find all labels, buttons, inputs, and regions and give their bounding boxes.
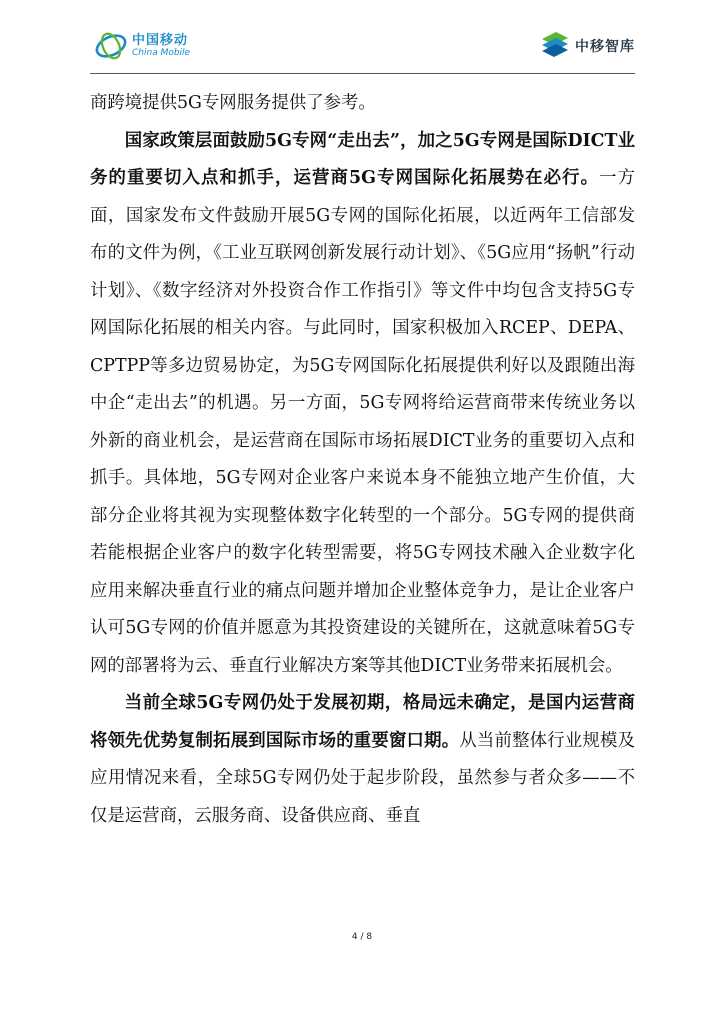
paragraph-text: 从当前整体行业规模及应用情况来看，全球5G专网仍处于起步阶段，虽然参与者众多——不仅是运营商，云服务商、设备供应商、垂直	[90, 730, 635, 826]
page-number: 4 / 8	[351, 932, 373, 942]
paragraph-text: 商跨境提供5G专网服务提供了参考。	[90, 93, 376, 113]
paragraph-lead: 国家政策层面鼓励5G专网“走出去”，加之5G专网是国际DICT业务的重要切入点和抓手，运营商5G专网国际化拓展势在必行。	[90, 130, 635, 188]
paragraph-window-period	[90, 685, 635, 835]
zhongyi-zhiku-logo-icon	[539, 29, 571, 63]
document-body	[90, 85, 635, 835]
china-mobile-logo	[94, 26, 190, 66]
page-header	[90, 18, 635, 68]
paragraph-text: 一方面，国家发布文件鼓励开展5G专网的国际化拓展，以近两年工信部发布的文件为例，《工业互联网创新发展行动计划》、《5G应用“扬帆”行动计划》、《数字经济对外投资合作工作指引》等文件中均包含支持5G专网国际化拓展的相关内容。与此同时，国家积极加入RCEP、DEPA、CPTPP等多边贸易协定，为5G专网国际化拓展提供利好以及跟随出海中企“走出去”的机遇。另一方面，5G专网将给运营商带来传统业务以外新的商业机会，是运营商在国际市场拓展DICT业务的重要切入点和抓手。具体地，5G专网对企业客户来说本身不能独立地产生价值，大部分企业将其视为实现整体数字化转型的一个部分。5G专网的提供商若能根据企业客户的数字化转型需要，将5G专网技术融入企业数字化应用来解决垂直行业的痛点问题并增加企业整体竞争力，是让企业客户认可5G专网的价值并愿意为其投资建设的关键所在，这就意味着5G专网的部署将为云、垂直行业解决方案等其他DICT业务带来拓展机会。	[90, 168, 635, 676]
logo-chinese-name: 中国移动	[132, 33, 189, 48]
zhongyi-zhiku-logo	[539, 28, 635, 64]
header-divider	[90, 73, 635, 74]
china-mobile-logo-icon	[94, 31, 128, 61]
paragraph-policy	[90, 123, 635, 686]
logo-english-name: China Mobile	[132, 48, 191, 58]
paragraph-continuation	[90, 85, 635, 123]
paragraph-lead: 当前全球5G专网仍处于发展初期，格局远未确定，是国内运营商将领先优势复制拓展到国际市场的重要窗口期。	[90, 693, 635, 751]
think-tank-name: 中移智库	[575, 39, 635, 55]
